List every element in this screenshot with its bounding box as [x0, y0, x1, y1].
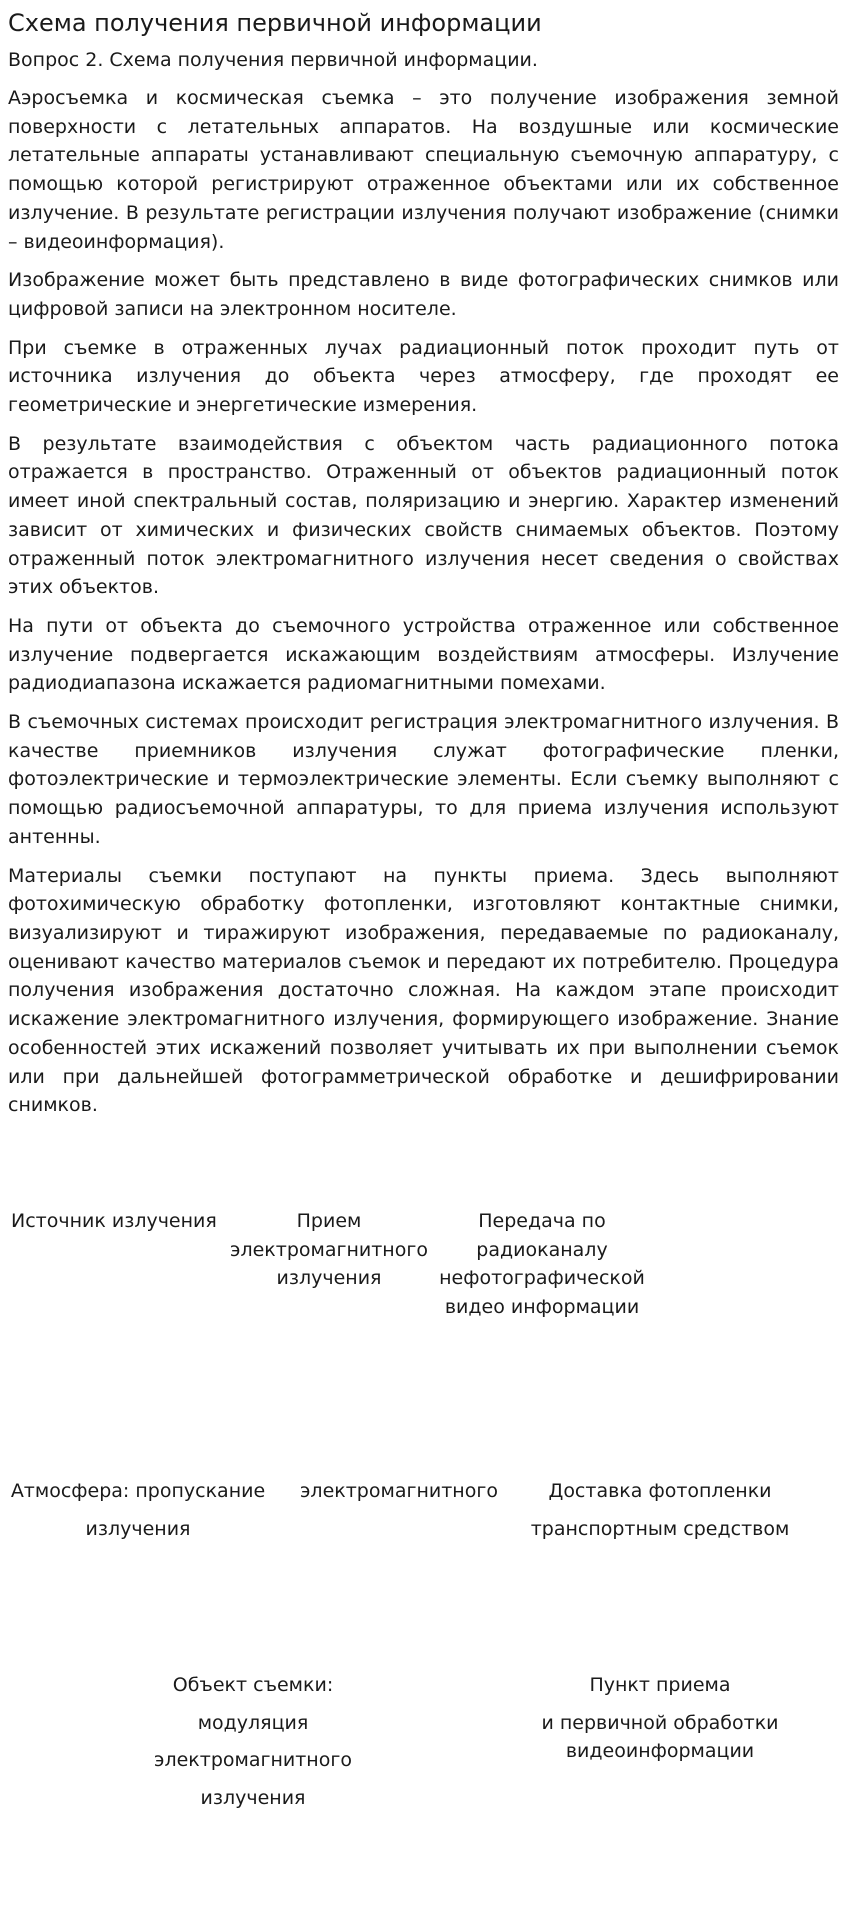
diagram-object-label: Объект съемки: модуляция электромагнитного излучения [154, 1674, 352, 1810]
diagram-atmosphere-label: Атмосфера: пропускание излучения [10, 1480, 266, 1540]
page-title: Схема получения первичной информации [8, 9, 542, 37]
paragraph: Изображение может быть представлено в виде фотографических снимков или цифровой записи на электронном носителе. [8, 269, 839, 320]
paragraph: В результате взаимодействия с объектом часть радиационного потока отражается в пространство. Отраженный от объектов радиационный поток имеет иной спектральный состав, поляризацию и энергию. Характер изменений зависит от химических и физических свойств снимаемых объектов. Поэтому отраженный поток электромагнитного излучения несет сведения о свойствах этих объектов. [8, 432, 839, 599]
diagram-delivery-label: Доставка фотопленки транспортным средством [530, 1480, 790, 1540]
paragraph: На пути от объекта до съемочного устройства отраженное или собственное излучение подвергается искажающим воздействиям атмосферы. Излучение радиодиапазона искажается радиомагнитными помехами. [8, 614, 839, 695]
paragraph: При съемке в отраженных лучах радиационный поток проходит путь от источника излучения до объекта через атмосферу, где проходят ее геометрические и энергетические измерения. [8, 336, 839, 417]
paragraph: В съемочных системах происходит регистрация электромагнитного излучения. В качестве приемников излучения служат фотографические пленки, фотоэлектрические и термоэлектрические элементы. Если съемку выполняют с помощью радиосъемочной аппаратуры, то для приема излучения используют антенны. [8, 711, 839, 848]
diagram-em-label: электромагнитного [300, 1480, 498, 1502]
diagram-reception-label: Прием электромагнитного излучения [230, 1210, 428, 1290]
paragraph: Аэросъемка и космическая съемка – это получение изображения земной поверхности с летательных аппаратов. На воздушные или космические летательные аппараты устанавливают специальную съемочную аппаратуру, с помощью которой регистрируют отраженное объектами или их собственное излучение. В результате регистрации излучения получают изображение (снимки – видеоинформация). [8, 87, 839, 253]
question-heading: Вопрос 2. Схема получения первичной информации. [8, 49, 538, 71]
diagram-transmission-label: Передача по радиоканалу нефотографической видео информации [439, 1210, 645, 1319]
diagram-source-label: Источник излучения [11, 1210, 217, 1232]
diagram-point-label: Пункт приема и первичной обработки видеоинформации [541, 1674, 779, 1763]
article-body [8, 84, 839, 1130]
paragraph: Материалы съемки поступают на пункты приема. Здесь выполняют фотохимическую обработку фотопленки, изготовляют контактные снимки, визуализируют и тиражируют изображения, передаваемые по радиоканалу, оценивают качество материалов съемок и передают их потребителю. Процедура получения изображения достаточно сложная. На каждом этапе происходит искажение электромагнитного излучения, формирующего изображение. Знание особенностей этих искажений позволяет учитывать их при выполнении съемок или при дальнейшей фотограмметрической обработке и дешифрировании снимков. [8, 864, 839, 1117]
